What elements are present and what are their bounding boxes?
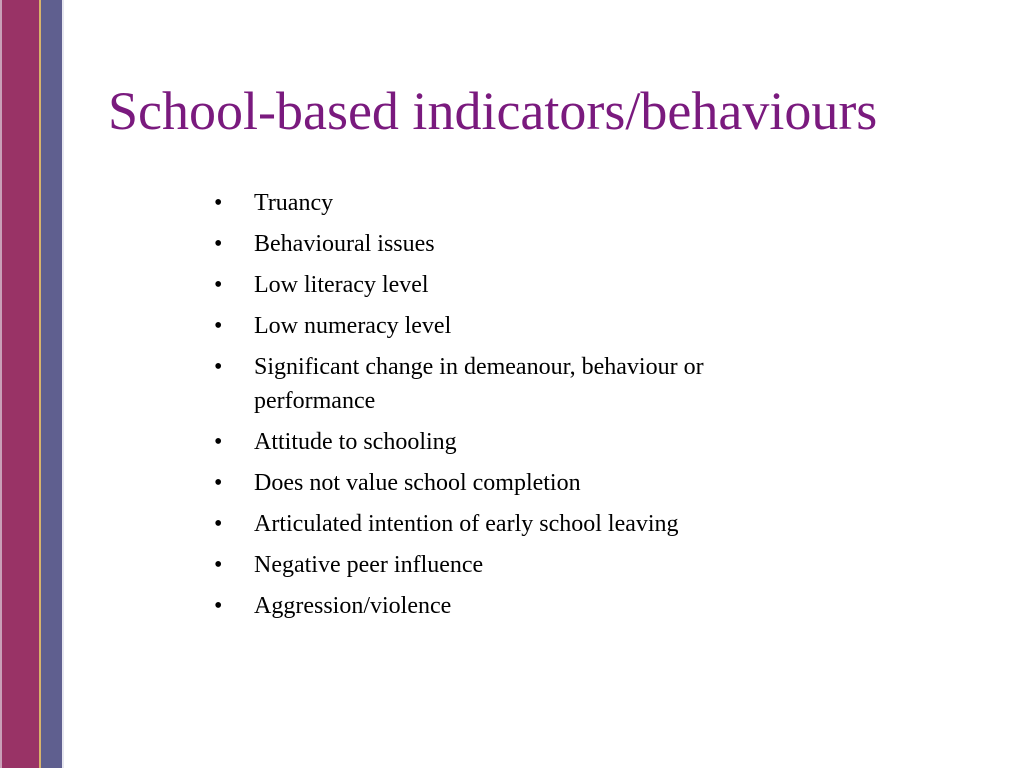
bullet-icon: • <box>214 354 223 380</box>
bullet-icon: • <box>214 429 223 455</box>
bullet-icon: • <box>214 511 223 537</box>
list-item <box>214 507 814 541</box>
list-item-text: Truancy <box>254 190 334 216</box>
left-stripe-magenta <box>2 0 39 768</box>
list-item-text: Low literacy level <box>254 272 429 298</box>
list-item <box>214 589 814 623</box>
bullet-list <box>214 186 814 630</box>
list-item-text: Does not value school completion <box>254 470 581 496</box>
list-item-text: Significant change in demeanour, behaviour or performance <box>254 354 704 414</box>
list-item <box>214 186 814 220</box>
list-item <box>214 227 814 261</box>
list-item <box>214 548 814 582</box>
bullet-icon: • <box>214 470 223 496</box>
bullet-icon: • <box>214 272 223 298</box>
list-item-text: Negative peer influence <box>254 552 484 578</box>
list-item-text: Articulated intention of early school leaving <box>254 511 679 537</box>
list-item <box>214 309 814 343</box>
slide-title: School-based indicators/behaviours <box>108 81 878 141</box>
list-item <box>214 350 814 418</box>
list-item <box>214 268 814 302</box>
list-item <box>214 425 814 459</box>
bullet-icon: • <box>214 231 223 257</box>
list-item-text: Aggression/violence <box>254 593 452 619</box>
left-stripe-edge <box>62 0 64 768</box>
list-item <box>214 466 814 500</box>
bullet-icon: • <box>214 313 223 339</box>
bullet-icon: • <box>214 552 223 578</box>
list-item-text: Attitude to schooling <box>254 429 457 455</box>
bullet-icon: • <box>214 190 223 216</box>
left-stripe-indigo <box>41 0 62 768</box>
list-item-text: Low numeracy level <box>254 313 452 339</box>
list-item-text: Behavioural issues <box>254 231 435 257</box>
bullet-icon: • <box>214 593 223 619</box>
